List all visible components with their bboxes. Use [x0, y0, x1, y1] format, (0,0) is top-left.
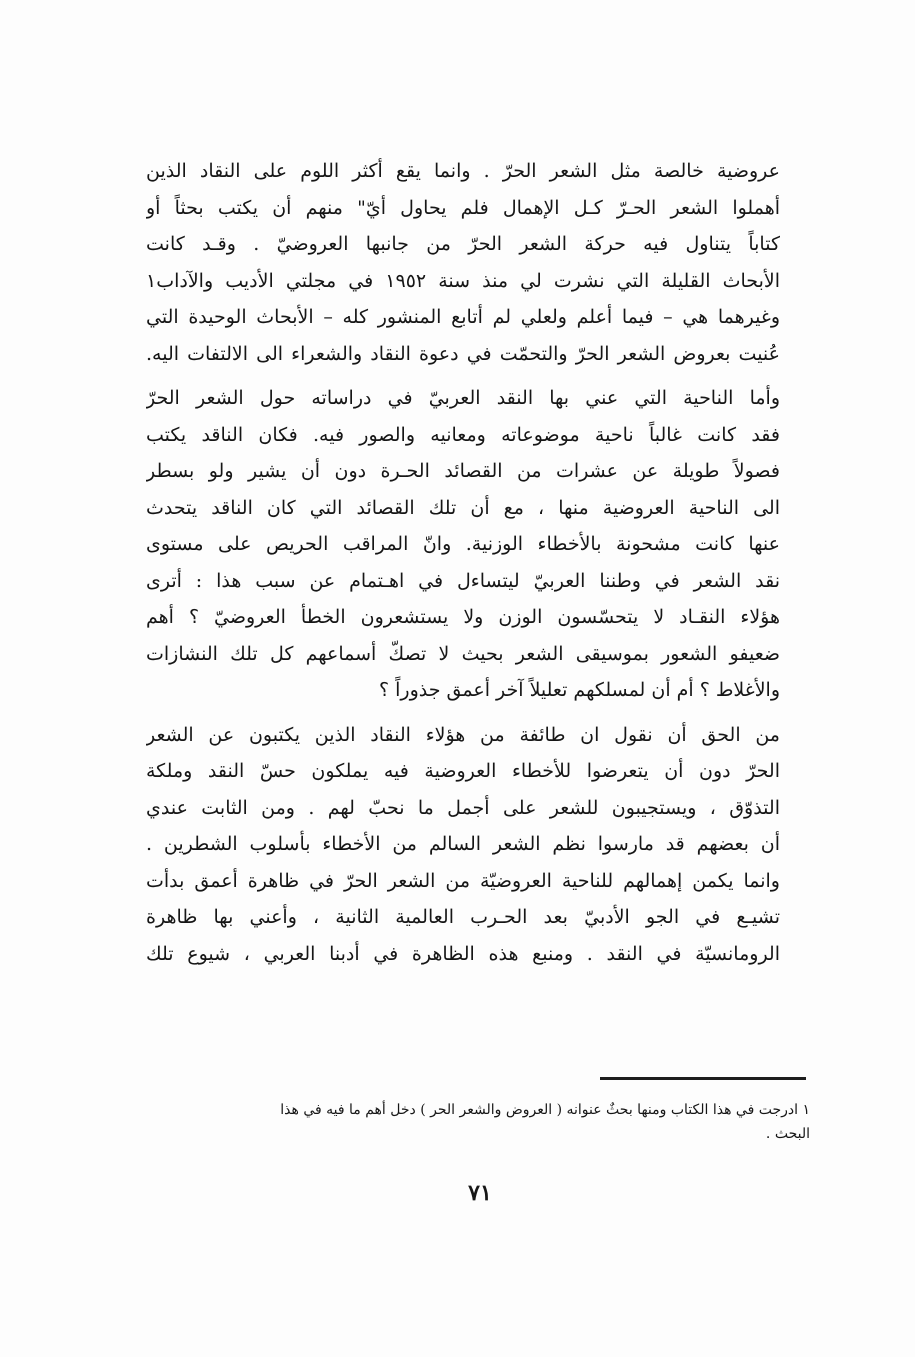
text-line: تشيـع في الجو الأدبيّ بعد الحـرب العالمية الثانية ، وأعني بها ظاهرة: [146, 906, 780, 928]
text-line: فصولاً طويلة عن عشرات من القصائد الحـرة دون أن يشير ولو بسطر: [146, 460, 780, 482]
footnote-line: البحث .: [765, 1126, 810, 1142]
text-line: أهملوا الشعر الحـرّ كـل الإهمال فلم يحاول أيّ" منهم أن يكتب بحثاً أو: [146, 196, 780, 219]
paragraph-2: [146, 380, 780, 709]
text-line: والأغلاط ؟ أم أن لمسلكهم تعليلاً آخر أعمق جذوراً ؟: [379, 679, 780, 701]
text-line: الرومانسيّة في النقد . ومنبع هذه الظاهرة في أدبنا العربي ، شيوع تلك: [146, 942, 780, 965]
text-line: هؤلاء النقـاد لا يتحسّسون الوزن ولا يستشعرون الخطأ العروضيّ ؟ أهم: [146, 606, 780, 628]
paragraph-1: [146, 153, 780, 372]
text-line: وغيرهما هي – فيما أعلم ولعلي لم أتابع المنشور كله – الأبحاث الوحيدة التي: [146, 306, 780, 328]
text-line: عروضية خالصة مثل الشعر الحرّ . وانما يقع أكثر اللوم على النقاد الذين: [146, 160, 780, 182]
text-line: التذوّق ، ويستجيبون للشعر على أجمل ما نحبّ لهم . ومن الثابت عندي: [146, 796, 780, 819]
text-line: كتاباً يتناول فيه حركة الشعر الحرّ من جانبها العروضيّ . وقـد كانت: [146, 233, 780, 255]
text-line: فقد كانت غالباً ناحية موضوعاته ومعانيه والصور فيه. فكان الناقد يكتب: [146, 423, 780, 446]
footnote-divider: [600, 1077, 806, 1080]
text-line: الحرّ دون أن يتعرضوا للأخطاء العروضية فيه يملكون حسّ النقد وملكة: [146, 760, 780, 782]
text-line: وأما الناحية التي عني بها النقد العربيّ في دراساته حول الشعر الحرّ: [146, 387, 780, 409]
text-line: الى الناحية العروضية منها ، مع أن تلك القصائد التي كان الناقد يتحدث: [146, 496, 780, 519]
text-line: عُنيت بعروض الشعر الحرّ والتحمّت في دعوة النقاد والشعراء الى الالتفات اليه.: [146, 342, 780, 365]
paragraph-3: [146, 717, 780, 973]
body-text: [146, 153, 780, 980]
text-line: ضعيفو الشعور بموسيقى الشعر بحيث لا تصكّ أسماعهم كل تلك النشازات: [146, 642, 780, 665]
text-line: نقد الشعر في وطننا العربيّ ليتساءل في اهـتمام عن سبب هذا : أترى: [146, 569, 780, 592]
text-line: عنها كانت مشحونة بالأخطاء الوزنية. وانّ المراقب الحريص على مستوى: [146, 533, 780, 555]
text-line: وانما يكمن إهمالهم للناحية العروضيّة من الشعر الحرّ في ظاهرة أعمق بدأت: [146, 869, 780, 892]
text-line: الأبحاث القليلة التي نشرت لي منذ سنة ١٩٥٢ في مجلتي الأديب والآداب١: [146, 269, 780, 292]
footnote-line: ١ ادرجت في هذا الكتاب ومنها بحثٌ عنوانه ( العروض والشعر الحر ) دخل أهم ما فيه في هذا: [280, 1102, 810, 1118]
page-number: ٧١: [468, 1180, 492, 1206]
text-line: أن بعضهم قد مارسوا نظم الشعر السالم من الأخطاء بأسلوب الشطرين .: [146, 833, 780, 855]
text-line: من الحق أن نقول ان طائفة من هؤلاء النقاد الذين يكتبون عن الشعر: [146, 723, 780, 746]
footnote: [150, 1098, 810, 1146]
